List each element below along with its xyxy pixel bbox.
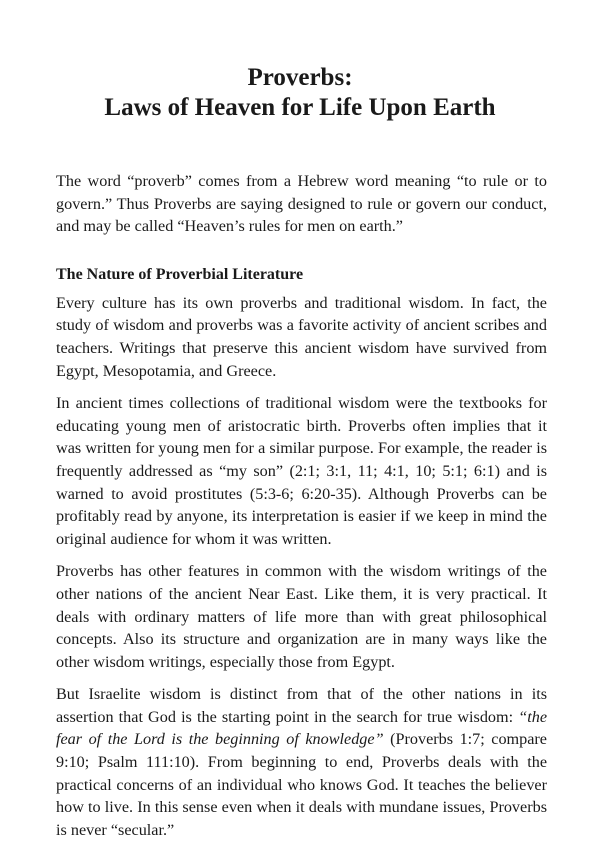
paragraph-4-text-after: (Proverbs 1:7; compare 9:10; Psalm 111:10). From beginning to end, Proverbs deals with the practical concerns of an individual who knows God. It teaches the believer how to live. In this sense even when it deals with mundane issues, Proverbs is never “secular.” xyxy=(56,730,547,839)
section-heading: The Nature of Proverbial Literature xyxy=(56,265,304,283)
paragraph-3: Proverbs has other features in common with the wisdom writings of the other nations of the ancient Near East. Like them, it is very practical. It deals with ordinary matters of life more than with great philosophical concepts. Also its structure and organization are in many ways like the other wisdom writings, especially those from Egypt. xyxy=(56,562,547,671)
document-body xyxy=(56,170,547,851)
page-title-line-2: Laws of Heaven for Life Upon Earth xyxy=(104,94,496,121)
paragraph-2: In ancient times collections of traditional wisdom were the textbooks for educating young men of aristocratic birth. Proverbs often implies that it was written for young men for a similar purpose. For example, the reader is frequently addressed as “my son” (2:1; 3:1, 11; 4:1, 10; 5:1; 6:1) and is warned to avoid prostitutes (5:3-6; 6:20-35). Although Proverbs can be profitably read by anyone, its interpretation is easier if we keep in mind the original audience for whom it was written. xyxy=(56,394,547,548)
paragraph-4-text-before: But Israelite wisdom is distinct from that of the other nations in its assertion that God is the starting point in the search for true wisdom: xyxy=(56,685,547,726)
paragraph-1: Every culture has its own proverbs and traditional wisdom. In fact, the study of wisdom and proverbs was a favorite activity of ancient scribes and teachers. Writings that preserve this ancient wisdom have survived from Egypt, Mesopotamia, and Greece. xyxy=(56,293,547,380)
page-title-line-1: Proverbs: xyxy=(247,64,353,91)
paragraph-4 xyxy=(56,683,547,841)
scripture-quote: “the fear of the Lord is the beginning of knowledge” xyxy=(56,707,547,749)
intro-paragraph: The word “proverb” comes from a Hebrew word meaning “to rule or to govern.” Thus Proverbs are saying designed to rule or govern our conduct, and may be called “Heaven’s rules for men on earth.” xyxy=(56,172,547,236)
